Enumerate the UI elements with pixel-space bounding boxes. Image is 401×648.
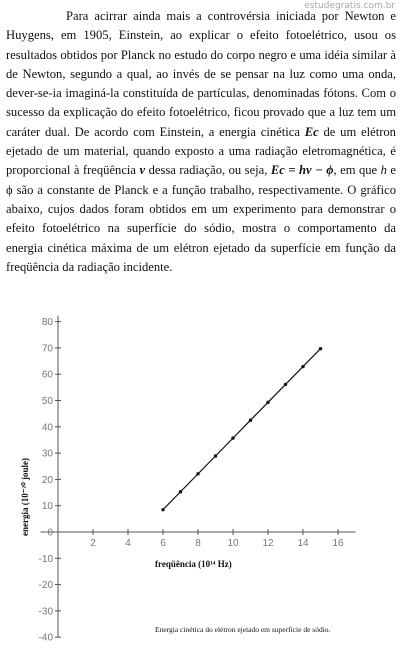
equation: Ec = hv − ϕ bbox=[270, 163, 334, 178]
question-text bbox=[6, 7, 396, 277]
y-tick-label: 60 bbox=[41, 369, 53, 381]
chart-series bbox=[161, 347, 322, 511]
symbol-h: h bbox=[380, 163, 387, 178]
y-tick-label: 70 bbox=[41, 343, 53, 355]
series-line bbox=[163, 349, 321, 510]
symbol-ec: Ec bbox=[304, 124, 319, 139]
data-point bbox=[249, 419, 252, 422]
y-tick-label: 10 bbox=[41, 501, 53, 513]
y-tick-label: 80 bbox=[41, 317, 53, 329]
y-tick-label: -30 bbox=[38, 606, 53, 618]
data-point bbox=[179, 490, 182, 493]
x-tick-label: 16 bbox=[332, 538, 344, 549]
y-axis-label: energia (10⁻²⁰ joule) bbox=[20, 457, 30, 537]
chart-caption: Energia cinética do elétron ejetado em superfície de sódio. bbox=[155, 625, 331, 634]
data-point bbox=[266, 401, 269, 404]
x-tick-label: 14 bbox=[297, 538, 309, 549]
data-point bbox=[214, 454, 217, 457]
y-tick-label: 50 bbox=[41, 396, 53, 407]
x-tick-label: 6 bbox=[160, 538, 166, 549]
y-tick-label: -40 bbox=[38, 632, 53, 644]
data-point bbox=[161, 508, 164, 511]
x-tick-label: 4 bbox=[125, 538, 131, 549]
y-tick-label: -20 bbox=[38, 580, 53, 592]
energy-frequency-chart bbox=[0, 317, 401, 648]
symbol-phi: ϕ bbox=[6, 182, 13, 197]
y-tick-label: -10 bbox=[38, 553, 53, 565]
y-tick-label: 0 bbox=[47, 527, 53, 539]
data-point bbox=[196, 472, 199, 475]
x-tick-label: 2 bbox=[90, 538, 96, 549]
y-tick-label: 40 bbox=[41, 422, 53, 434]
y-tick-label: 30 bbox=[41, 448, 53, 460]
x-axis-label: freqüência (10¹⁴ Hz) bbox=[155, 559, 232, 569]
question-paragraph: Para acirrar ainda mais a controvérsia iniciada por Newton e Huygens, em 1905, Einstein, ao explicar o efeito fotoelétrico, usou os resultados obtidos por Planck no estudo do corpo negro e uma idéia similar à de Newton, segundo a qual, ao invés de se pensar na luz como uma onda, dever-se-ia imaginá-la constituída de partículas, denominadas fótons. Com o sucesso da explicação do efeito fotoelétrico, ficou provado que a luz tem um caráter dual. De acordo com Einstein, a energia cinética Ec de um elétron ejetado de um material, quando exposto a uma radiação eletromagnética, é proporcional à freqüência v dessa radiação, ou seja, Ec = hv − ϕ, em que h e ϕ são a constante de Planck e a função trabalho, respectivamente. O gráfico abaixo, cujos dados foram obtidos em um experimento para demonstrar o efeito fotoelétrico na superfície do sódio, mostra o comportamento da energia cinética máxima de um elétron ejetado da superfície em função da freqüência da radiação incidente. bbox=[6, 9, 397, 274]
data-point bbox=[284, 383, 287, 386]
y-tick-label: 20 bbox=[41, 474, 53, 486]
x-tick-label: 8 bbox=[195, 538, 201, 549]
data-point bbox=[301, 365, 304, 368]
symbol-v: v bbox=[139, 163, 146, 178]
x-tick-label: 10 bbox=[227, 538, 239, 549]
x-tick-label: 12 bbox=[262, 538, 274, 549]
site-watermark: estudegratis.com.br bbox=[304, 1, 395, 11]
data-point bbox=[319, 347, 322, 350]
data-point bbox=[231, 436, 234, 439]
